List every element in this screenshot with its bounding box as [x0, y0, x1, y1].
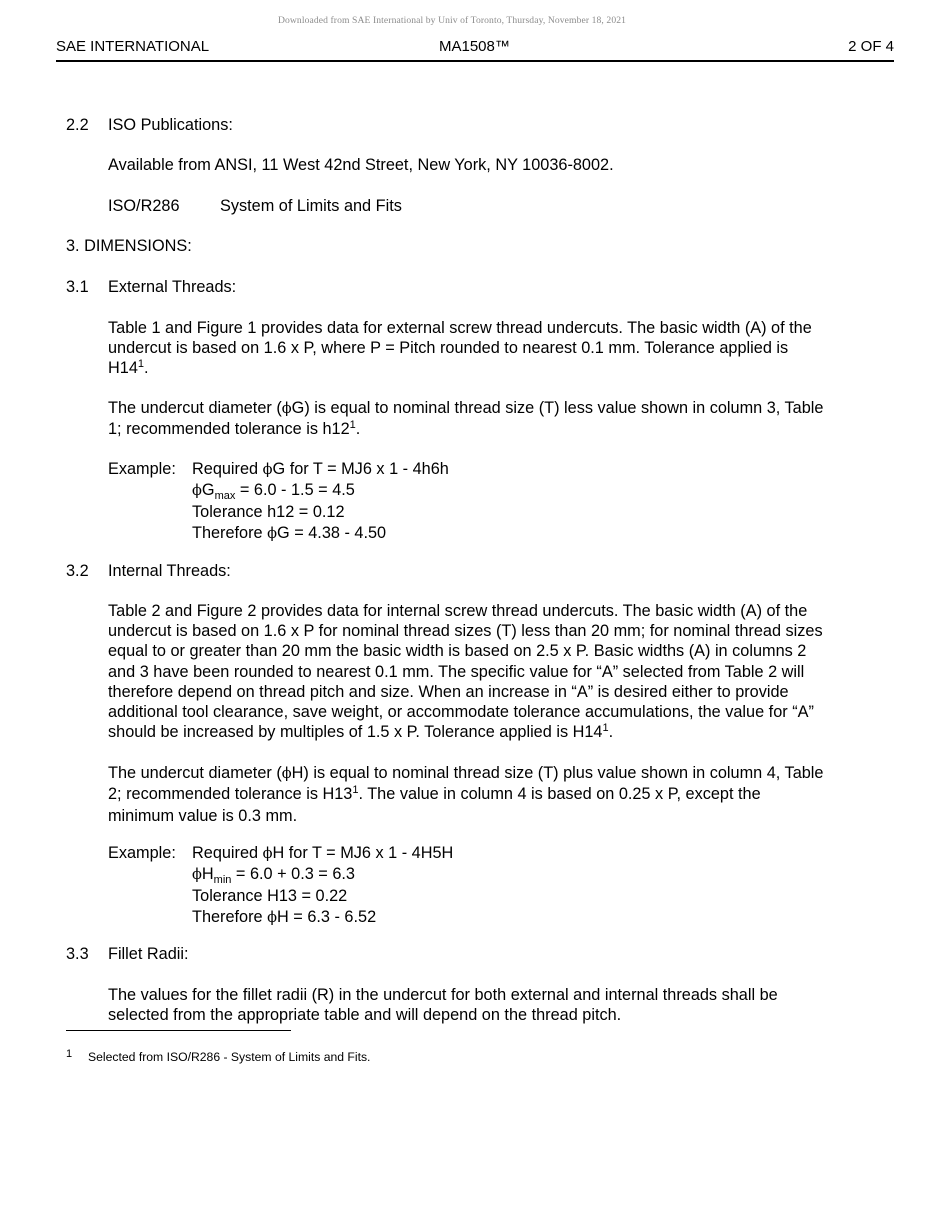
text-line: minimum value is 0.3 mm. — [108, 807, 298, 826]
phi-symbol: ϕ — [262, 846, 273, 862]
example-line: $\phi G_{max} = 6.0 - 1.5 = 4.5$ — [192, 481, 355, 503]
section-3-2-title: Internal Threads: — [108, 562, 231, 580]
example-line: $\phi H_{min} = 6.0 + 0.3 = 6.3$ — [192, 865, 355, 887]
text-line: Table 1 and Figure 1 provides data for external screw thread undercuts. The basic width (A) of the — [108, 319, 812, 337]
footnote-ref: 1 — [602, 722, 609, 735]
section-3-2-number: 3.2 — [66, 562, 89, 580]
download-notice: Downloaded from SAE International by Univ of Toronto, Thursday, November 18, 2021 — [277, 15, 627, 26]
phi-symbol: ϕ — [192, 483, 202, 500]
page-header — [56, 38, 894, 62]
phi-symbol: ϕ — [267, 525, 278, 542]
section-3-1-title: External Threads: — [108, 278, 237, 296]
text-line: therefore depend on thread pitch and size. When an increase in “A” is desired either to provide — [108, 682, 789, 701]
text-line: The values for the fillet radii (R) in the undercut for both external and internal threads shall be — [108, 986, 778, 1004]
fillet-radii-paragraph — [108, 985, 778, 1025]
internal-example-label: Example: — [108, 844, 176, 862]
header-doc-id: MA1508™ — [439, 38, 510, 55]
text-line: The undercut diameter (ϕH) is equal to nominal thread size (T) plus value shown in column 4, Table — [108, 764, 824, 782]
text-line: undercut is based on 1.6 x P for nominal thread sizes (T) less than 20 mm; for nominal thread sizes — [108, 622, 823, 641]
example-line: Required ϕG for T = MJ6 x 1 - 4h6h — [192, 460, 449, 478]
header-page-number: 2 OF 4 — [848, 38, 894, 55]
text-line: selected from the appropriate table and will depend on the thread pitch. — [108, 1006, 622, 1025]
footnote-number: 1 — [66, 1048, 73, 1060]
text-line: Table 2 and Figure 2 provides data for internal screw thread undercuts. The basic width (A) of the — [108, 602, 808, 620]
phi-symbol: ϕ — [281, 766, 292, 782]
footnote-ref: 1 — [349, 419, 356, 432]
text-line: additional tool clearance, save weight, or accommodate tolerance accumulations, the value for “A” — [108, 703, 814, 722]
external-example — [192, 459, 449, 544]
external-threads-paragraph-1 — [108, 318, 812, 381]
footnote-ref: 1 — [352, 784, 359, 797]
text-line: The undercut diameter (ϕG) is equal to nominal thread size (T) less value shown in column 3, Table — [108, 399, 824, 417]
ansi-address: Available from ANSI, 11 West 42nd Street, New York, NY 10036-8002. — [108, 156, 614, 174]
text-line: 2; recommended tolerance is H13$^1$. The value in column 4 is based on 0.25 x P, except the — [108, 784, 761, 804]
section-3-1-number: 3.1 — [66, 278, 89, 296]
phi-symbol: ϕ — [192, 867, 202, 884]
section-2-2-title: ISO Publications: — [108, 116, 233, 134]
phi-symbol: ϕ — [281, 401, 292, 417]
text-line: H14$^1$. — [108, 358, 149, 378]
example-line: Therefore ϕG = 4.38 - 4.50 — [192, 523, 387, 542]
internal-threads-paragraph-1 — [108, 601, 823, 744]
text-line: should be increased by multiples of 1.5 x P. Tolerance applied is H14$^1$. — [108, 722, 614, 742]
section-3-heading: 3. DIMENSIONS: — [66, 237, 192, 255]
internal-example — [192, 843, 453, 928]
example-line: Tolerance H13 = 0.22 — [192, 887, 348, 906]
iso-ref-title: System of Limits and Fits — [220, 197, 402, 215]
section-2-2-number: 2.2 — [66, 116, 89, 134]
footnote-divider — [66, 1030, 291, 1031]
internal-threads-paragraph-2 — [108, 763, 823, 827]
external-example-label: Example: — [108, 460, 176, 478]
iso-ref-code: ISO/R286 — [108, 197, 180, 215]
footnote-ref: 1 — [137, 358, 144, 371]
text-line: and 3 have been rounded to nearest 0.1 mm. The specific value for “A” selected from Table 2 will — [108, 662, 805, 681]
text-line: equal to or greater than 20 mm the basic width is based on 2.5 x P. Basic widths (A) in columns 2 — [108, 642, 807, 661]
section-3-3-title: Fillet Radii: — [108, 945, 189, 963]
example-line: Required ϕH for T = MJ6 x 1 - 4H5H — [192, 844, 454, 862]
external-threads-paragraph-2 — [108, 398, 823, 441]
example-line: Tolerance h12 = 0.12 — [192, 503, 345, 522]
text-line: 1; recommended tolerance is h12$^1$. — [108, 419, 361, 439]
footnote-text: Selected from ISO/R286 - System of Limits and Fits. — [88, 1050, 371, 1064]
section-3-3-number: 3.3 — [66, 945, 89, 963]
header-org: SAE INTERNATIONAL — [56, 38, 210, 55]
example-line: Therefore ϕH = 6.3 - 6.52 — [192, 907, 377, 926]
text-line: undercut is based on 1.6 x P, where P = Pitch rounded to nearest 0.1 mm. Tolerance applied is — [108, 339, 789, 358]
phi-symbol: ϕ — [267, 909, 278, 926]
phi-symbol: ϕ — [262, 462, 273, 478]
